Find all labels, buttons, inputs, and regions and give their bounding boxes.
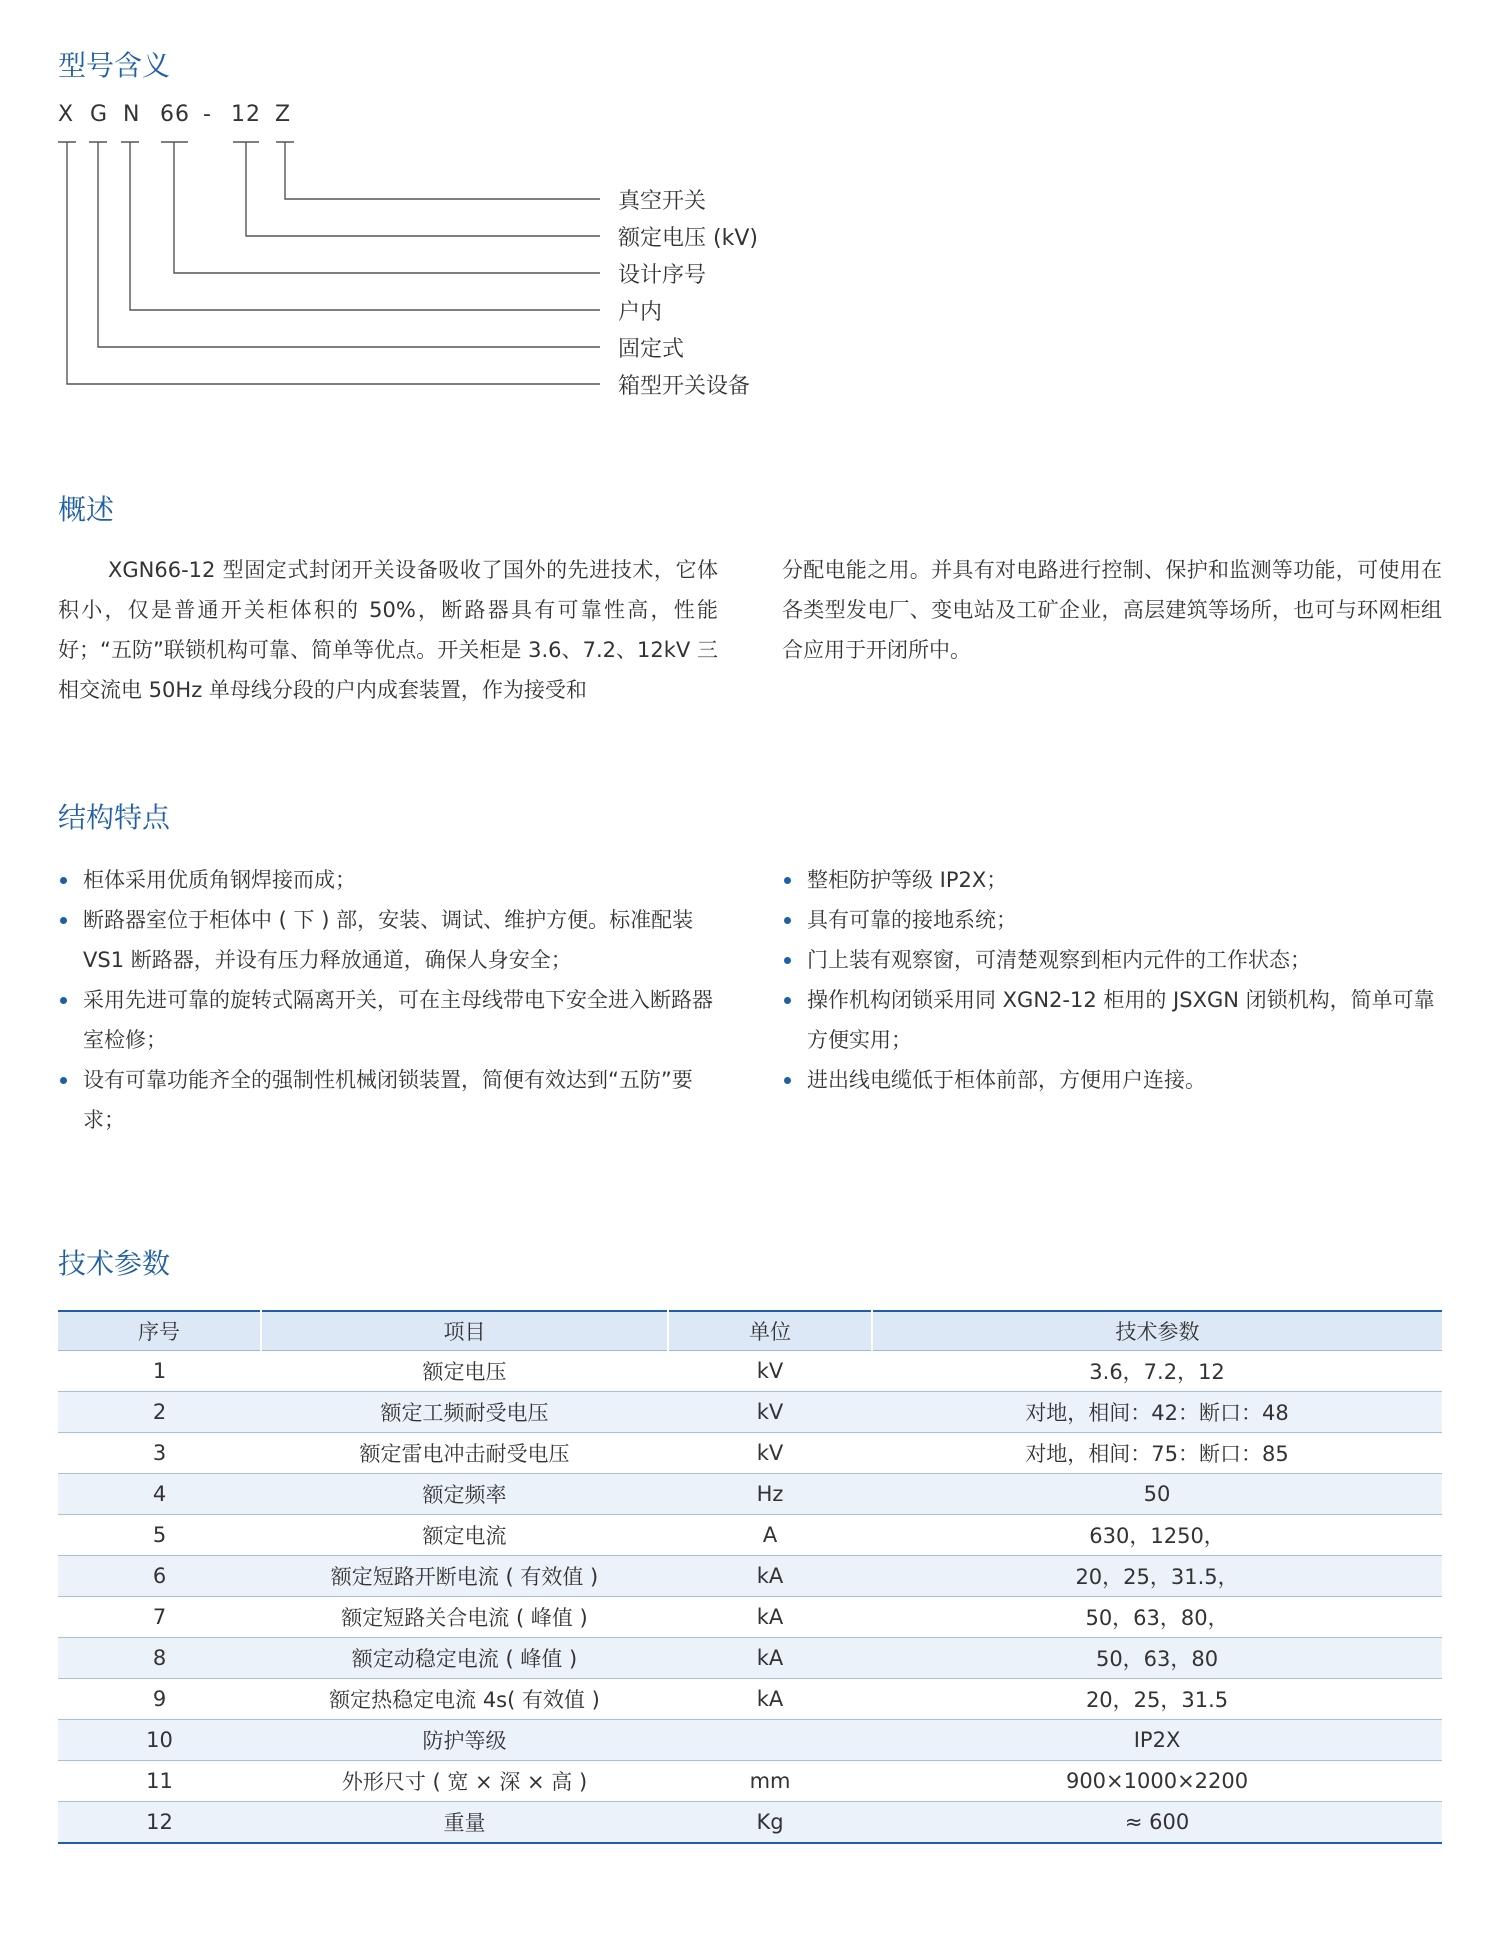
model-meaning-label: 额定电压 (kV)	[618, 226, 758, 251]
table-cell: 20，25，31.5	[872, 1679, 1442, 1720]
table-cell: Hz	[668, 1474, 872, 1515]
model-code-part: 66	[160, 102, 190, 127]
table-cell: 额定短路关合电流 ( 峰值 )	[261, 1597, 668, 1638]
table-cell: IP2X	[872, 1720, 1442, 1761]
table-cell: 9	[58, 1679, 261, 1720]
bullet-icon	[784, 1077, 791, 1084]
table-row	[58, 1802, 1442, 1844]
column-header: 技术参数	[872, 1311, 1442, 1351]
feature-text: 采用先进可靠的旋转式隔离开关，可在主母线带电下安全进入断路器室检修；	[83, 988, 713, 1052]
feature-text: 操作机构闭锁采用同 XGN2-12 柜用的 JSXGN 闭锁机构，简单可靠方便实用；	[807, 988, 1435, 1052]
table-cell: ≈ 600	[872, 1802, 1442, 1844]
column-header: 项目	[261, 1311, 668, 1351]
feature-text: 整柜防护等级 IP2X；	[807, 868, 1008, 892]
table-cell: kV	[668, 1433, 872, 1474]
features-list-right	[782, 860, 1447, 1100]
model-code-part: 12	[231, 102, 261, 127]
table-cell: 额定电流	[261, 1515, 668, 1556]
feature-item	[58, 900, 728, 980]
model-meaning-label: 固定式	[618, 337, 685, 362]
table-cell: 防护等级	[261, 1720, 668, 1761]
table-cell: 50，63，80	[872, 1638, 1442, 1679]
model-code-part: X	[58, 102, 75, 127]
table-cell: kA	[668, 1597, 872, 1638]
table-cell: 额定工频耐受电压	[261, 1392, 668, 1433]
table-cell: kV	[668, 1351, 872, 1392]
table-row	[58, 1515, 1442, 1556]
feature-item	[782, 1060, 1447, 1100]
table-cell: 6	[58, 1556, 261, 1597]
table-row	[58, 1597, 1442, 1638]
table-cell: 50	[872, 1474, 1442, 1515]
features-list-left	[58, 860, 728, 1140]
table-cell: 630，1250，	[872, 1515, 1442, 1556]
table-cell: 3	[58, 1433, 261, 1474]
table-row	[58, 1351, 1442, 1392]
bullet-icon	[784, 917, 791, 924]
table-cell: 10	[58, 1720, 261, 1761]
column-header: 单位	[668, 1311, 872, 1351]
bullet-icon	[60, 917, 67, 924]
table-cell: kA	[668, 1556, 872, 1597]
feature-item	[782, 980, 1447, 1060]
table-row	[58, 1638, 1442, 1679]
feature-text: 设有可靠功能齐全的强制性机械闭锁装置，简便有效达到“五防”要求；	[83, 1068, 693, 1132]
table-cell: Kg	[668, 1802, 872, 1844]
table-header-row	[58, 1311, 1442, 1351]
table-cell: 额定短路开断电流 ( 有效值 )	[261, 1556, 668, 1597]
feature-text: 门上装有观察窗，可清楚观察到柜内元件的工作状态；	[807, 948, 1311, 972]
model-meaning-label: 户内	[618, 300, 663, 325]
table-cell: 12	[58, 1802, 261, 1844]
table-cell: 额定雷电冲击耐受电压	[261, 1433, 668, 1474]
model-code-part: G	[90, 102, 109, 127]
feature-text: 柜体采用优质角钢焊接而成；	[83, 868, 356, 892]
table-cell: 8	[58, 1638, 261, 1679]
overview-paragraph-right: 分配电能之用。并具有对电路进行控制、保护和监测等功能，可使用在各类型发电厂、变电站及工矿企业，高层建筑等场所，也可与环网柜组合应用于开闭所中。	[782, 558, 1442, 662]
table-cell: mm	[668, 1761, 872, 1802]
features-section-title: 结构特点	[58, 801, 171, 834]
table-row	[58, 1392, 1442, 1433]
specs-table	[58, 1310, 1442, 1844]
bullet-icon	[60, 997, 67, 1004]
table-cell	[668, 1720, 872, 1761]
feature-item	[58, 1060, 728, 1140]
table-row	[58, 1474, 1442, 1515]
table-cell: 900×1000×2200	[872, 1761, 1442, 1802]
table-cell: 1	[58, 1351, 261, 1392]
table-cell: 7	[58, 1597, 261, 1638]
feature-item	[58, 980, 728, 1060]
feature-item	[58, 860, 728, 900]
table-cell: 5	[58, 1515, 261, 1556]
table-cell: 2	[58, 1392, 261, 1433]
model-meaning-label: 箱型开关设备	[618, 374, 751, 399]
feature-item	[782, 860, 1447, 900]
table-cell: 对地，相间：75：断口：85	[872, 1433, 1442, 1474]
feature-text: 进出线电缆低于柜体前部，方便用户连接。	[807, 1068, 1206, 1092]
model-meaning-label: 设计序号	[618, 263, 707, 288]
bullet-icon	[60, 877, 67, 884]
model-section-title: 型号含义	[58, 49, 171, 82]
specs-table-body	[58, 1351, 1442, 1844]
table-cell: A	[668, 1515, 872, 1556]
table-cell: 对地，相间：42：断口：48	[872, 1392, 1442, 1433]
table-cell: 重量	[261, 1802, 668, 1844]
feature-text: 断路器室位于柜体中 ( 下 ) 部，安装、调试、维护方便。标准配装 VS1 断路器，并设有压力释放通道，确保人身安全；	[83, 908, 694, 972]
table-cell: 4	[58, 1474, 261, 1515]
table-cell: 额定动稳定电流 ( 峰值 )	[261, 1638, 668, 1679]
table-cell: 11	[58, 1761, 261, 1802]
table-cell: 额定电压	[261, 1351, 668, 1392]
table-cell: 额定热稳定电流 4s( 有效值 )	[261, 1679, 668, 1720]
bullet-icon	[784, 957, 791, 964]
model-code-part: Z	[275, 102, 292, 127]
feature-item	[782, 940, 1447, 980]
model-code-part: -	[203, 102, 212, 127]
table-cell: 外形尺寸 ( 宽 × 深 × 高 )	[261, 1761, 668, 1802]
table-cell: 3.6，7.2，12	[872, 1351, 1442, 1392]
bullet-icon	[784, 997, 791, 1004]
table-cell: kA	[668, 1638, 872, 1679]
table-cell: kV	[668, 1392, 872, 1433]
table-cell: 50，63，80，	[872, 1597, 1442, 1638]
table-row	[58, 1679, 1442, 1720]
table-cell: 额定频率	[261, 1474, 668, 1515]
table-cell: 20，25，31.5，	[872, 1556, 1442, 1597]
table-row	[58, 1433, 1442, 1474]
overview-section-title: 概述	[58, 493, 115, 526]
feature-item	[782, 900, 1447, 940]
specs-section-title: 技术参数	[58, 1247, 171, 1280]
feature-text: 具有可靠的接地系统；	[807, 908, 1017, 932]
model-meaning-label: 真空开关	[618, 189, 707, 214]
bullet-icon	[784, 877, 791, 884]
table-row	[58, 1720, 1442, 1761]
column-header: 序号	[58, 1311, 261, 1351]
table-row	[58, 1761, 1442, 1802]
overview-paragraph-left: XGN66-12 型固定式封闭开关设备吸收了国外的先进技术，它体积小，仅是普通开关柜体积的 50%，断路器具有可靠性高，性能好；“五防”联锁机构可靠、简单等优点。开关柜是 3.6、7.2、12kV 三相交流电 50Hz 单母线分段的户内成套装置，作为接受和	[58, 558, 718, 702]
table-row	[58, 1556, 1442, 1597]
bullet-icon	[60, 1077, 67, 1084]
model-code-part: N	[123, 102, 141, 127]
table-cell: kA	[668, 1679, 872, 1720]
